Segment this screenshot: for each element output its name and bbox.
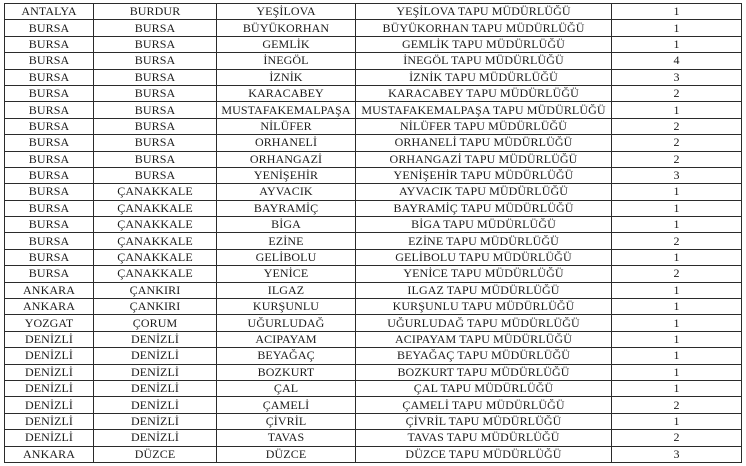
district-cell: GELİBOLU: [217, 249, 356, 265]
table-row: [5, 430, 742, 446]
regional-directorate-cell: ANKARA: [5, 299, 94, 315]
regional-directorate-cell: ANKARA: [5, 282, 94, 298]
regional-directorate-cell: DENİZLİ: [5, 331, 94, 347]
office-name-cell: ORHANELİ TAPU MÜDÜRLÜĞÜ: [356, 135, 612, 151]
table-row: [5, 299, 742, 315]
office-name-cell: ÇAL TAPU MÜDÜRLÜĞÜ: [356, 380, 612, 396]
regional-directorate-cell: BURSA: [5, 200, 94, 216]
land-registry-office-table: [4, 3, 742, 463]
province-cell: ÇORUM: [94, 315, 217, 331]
position-count-cell: 3: [612, 167, 742, 183]
position-count-cell: 1: [612, 4, 742, 20]
regional-directorate-cell: BURSA: [5, 118, 94, 134]
province-cell: ÇANAKKALE: [94, 266, 217, 282]
table-row: [5, 315, 742, 331]
table-row: [5, 380, 742, 396]
province-cell: BURSA: [94, 69, 217, 85]
office-name-cell: ÇAMELİ TAPU MÜDÜRLÜĞÜ: [356, 397, 612, 413]
document-page: [4, 3, 742, 463]
table-row: [5, 397, 742, 413]
district-cell: BOZKURT: [217, 364, 356, 380]
position-count-cell: 1: [612, 20, 742, 36]
province-cell: DENİZLİ: [94, 413, 217, 429]
table-row: [5, 102, 742, 118]
regional-directorate-cell: ANKARA: [5, 446, 94, 462]
table-row: [5, 233, 742, 249]
district-cell: İNEGÖL: [217, 53, 356, 69]
position-count-cell: 1: [612, 315, 742, 331]
table-row: [5, 135, 742, 151]
district-cell: ÇAL: [217, 380, 356, 396]
table-row: [5, 266, 742, 282]
position-count-cell: 1: [612, 249, 742, 265]
district-cell: UĞURLUDAĞ: [217, 315, 356, 331]
district-cell: TAVAS: [217, 430, 356, 446]
regional-directorate-cell: DENİZLİ: [5, 413, 94, 429]
province-cell: DENİZLİ: [94, 331, 217, 347]
province-cell: BURSA: [94, 36, 217, 52]
office-name-cell: KURŞUNLU TAPU MÜDÜRLÜĞÜ: [356, 299, 612, 315]
province-cell: BURSA: [94, 135, 217, 151]
office-name-cell: UĞURLUDAĞ TAPU MÜDÜRLÜĞÜ: [356, 315, 612, 331]
office-name-cell: YEŞİLOVA TAPU MÜDÜRLÜĞÜ: [356, 4, 612, 20]
office-name-cell: İNEGÖL TAPU MÜDÜRLÜĞÜ: [356, 53, 612, 69]
province-cell: ÇANAKKALE: [94, 200, 217, 216]
regional-directorate-cell: BURSA: [5, 53, 94, 69]
district-cell: AYVACIK: [217, 184, 356, 200]
province-cell: DENİZLİ: [94, 397, 217, 413]
regional-directorate-cell: BURSA: [5, 151, 94, 167]
position-count-cell: 1: [612, 413, 742, 429]
regional-directorate-cell: BURSA: [5, 233, 94, 249]
district-cell: GEMLİK: [217, 36, 356, 52]
table-row: [5, 167, 742, 183]
office-name-cell: KARACABEY TAPU MÜDÜRLÜĞÜ: [356, 85, 612, 101]
table-row: [5, 200, 742, 216]
regional-directorate-cell: YOZGAT: [5, 315, 94, 331]
position-count-cell: 1: [612, 380, 742, 396]
office-name-cell: EZİNE TAPU MÜDÜRLÜĞÜ: [356, 233, 612, 249]
province-cell: DÜZCE: [94, 446, 217, 462]
office-name-cell: YENİCE TAPU MÜDÜRLÜĞÜ: [356, 266, 612, 282]
office-name-cell: BAYRAMİÇ TAPU MÜDÜRLÜĞÜ: [356, 200, 612, 216]
office-name-cell: DÜZCE TAPU MÜDÜRLÜĞÜ: [356, 446, 612, 462]
district-cell: BAYRAMİÇ: [217, 200, 356, 216]
table-row: [5, 36, 742, 52]
province-cell: ÇANKIRI: [94, 282, 217, 298]
position-count-cell: 3: [612, 446, 742, 462]
office-name-cell: ILGAZ TAPU MÜDÜRLÜĞÜ: [356, 282, 612, 298]
office-name-cell: MUSTAFAKEMALPAŞA TAPU MÜDÜRLÜĞÜ: [356, 102, 612, 118]
position-count-cell: 4: [612, 53, 742, 69]
table-row: [5, 217, 742, 233]
province-cell: BURSA: [94, 53, 217, 69]
position-count-cell: 2: [612, 233, 742, 249]
province-cell: ÇANAKKALE: [94, 217, 217, 233]
table-row: [5, 151, 742, 167]
table-row: [5, 4, 742, 20]
district-cell: KARACABEY: [217, 85, 356, 101]
province-cell: BURSA: [94, 102, 217, 118]
table-row: [5, 331, 742, 347]
table-row: [5, 364, 742, 380]
district-cell: YENİCE: [217, 266, 356, 282]
position-count-cell: 1: [612, 364, 742, 380]
district-cell: ÇİVRİL: [217, 413, 356, 429]
district-cell: ACIPAYAM: [217, 331, 356, 347]
regional-directorate-cell: BURSA: [5, 102, 94, 118]
office-name-cell: ÇİVRİL TAPU MÜDÜRLÜĞÜ: [356, 413, 612, 429]
office-name-cell: TAVAS TAPU MÜDÜRLÜĞÜ: [356, 430, 612, 446]
table-row: [5, 446, 742, 462]
district-cell: BİGA: [217, 217, 356, 233]
position-count-cell: 1: [612, 282, 742, 298]
district-cell: YEŞİLOVA: [217, 4, 356, 20]
district-cell: ÇAMELİ: [217, 397, 356, 413]
province-cell: DENİZLİ: [94, 380, 217, 396]
position-count-cell: 1: [612, 299, 742, 315]
regional-directorate-cell: BURSA: [5, 69, 94, 85]
office-name-cell: ACIPAYAM TAPU MÜDÜRLÜĞÜ: [356, 331, 612, 347]
position-count-cell: 2: [612, 151, 742, 167]
province-cell: BURSA: [94, 20, 217, 36]
district-cell: BEYAĞAÇ: [217, 348, 356, 364]
province-cell: BURSA: [94, 85, 217, 101]
table-row: [5, 20, 742, 36]
province-cell: DENİZLİ: [94, 364, 217, 380]
regional-directorate-cell: DENİZLİ: [5, 397, 94, 413]
district-cell: ORHANGAZİ: [217, 151, 356, 167]
province-cell: ÇANAKKALE: [94, 249, 217, 265]
district-cell: KURŞUNLU: [217, 299, 356, 315]
district-cell: EZİNE: [217, 233, 356, 249]
province-cell: BURSA: [94, 151, 217, 167]
district-cell: ORHANELİ: [217, 135, 356, 151]
district-cell: İZNİK: [217, 69, 356, 85]
position-count-cell: 2: [612, 430, 742, 446]
position-count-cell: 2: [612, 85, 742, 101]
district-cell: BÜYÜKORHAN: [217, 20, 356, 36]
regional-directorate-cell: BURSA: [5, 20, 94, 36]
province-cell: BURSA: [94, 167, 217, 183]
position-count-cell: 2: [612, 397, 742, 413]
table-row: [5, 249, 742, 265]
office-name-cell: BOZKURT TAPU MÜDÜRLÜĞÜ: [356, 364, 612, 380]
table-row: [5, 85, 742, 101]
office-name-cell: BEYAĞAÇ TAPU MÜDÜRLÜĞÜ: [356, 348, 612, 364]
position-count-cell: 3: [612, 69, 742, 85]
table-row: [5, 282, 742, 298]
table-row: [5, 53, 742, 69]
position-count-cell: 1: [612, 331, 742, 347]
province-cell: BURDUR: [94, 4, 217, 20]
office-name-cell: İZNİK TAPU MÜDÜRLÜĞÜ: [356, 69, 612, 85]
office-name-cell: BİGA TAPU MÜDÜRLÜĞÜ: [356, 217, 612, 233]
position-count-cell: 2: [612, 118, 742, 134]
regional-directorate-cell: BURSA: [5, 184, 94, 200]
regional-directorate-cell: BURSA: [5, 36, 94, 52]
district-cell: MUSTAFAKEMALPAŞA: [217, 102, 356, 118]
regional-directorate-cell: DENİZLİ: [5, 364, 94, 380]
district-cell: NİLÜFER: [217, 118, 356, 134]
province-cell: ÇANAKKALE: [94, 233, 217, 249]
regional-directorate-cell: BURSA: [5, 266, 94, 282]
regional-directorate-cell: BURSA: [5, 249, 94, 265]
office-name-cell: NİLÜFER TAPU MÜDÜRLÜĞÜ: [356, 118, 612, 134]
province-cell: ÇANAKKALE: [94, 184, 217, 200]
table-row: [5, 413, 742, 429]
office-name-cell: GEMLİK TAPU MÜDÜRLÜĞÜ: [356, 36, 612, 52]
district-cell: ILGAZ: [217, 282, 356, 298]
province-cell: DENİZLİ: [94, 348, 217, 364]
position-count-cell: 1: [612, 102, 742, 118]
office-name-cell: BÜYÜKORHAN TAPU MÜDÜRLÜĞÜ: [356, 20, 612, 36]
regional-directorate-cell: ANTALYA: [5, 4, 94, 20]
district-cell: YENİŞEHİR: [217, 167, 356, 183]
position-count-cell: 1: [612, 36, 742, 52]
position-count-cell: 1: [612, 184, 742, 200]
table-row: [5, 118, 742, 134]
regional-directorate-cell: DENİZLİ: [5, 348, 94, 364]
district-cell: DÜZCE: [217, 446, 356, 462]
office-name-cell: YENİŞEHİR TAPU MÜDÜRLÜĞÜ: [356, 167, 612, 183]
province-cell: ÇANKIRI: [94, 299, 217, 315]
regional-directorate-cell: BURSA: [5, 85, 94, 101]
province-cell: DENİZLİ: [94, 430, 217, 446]
table-row: [5, 184, 742, 200]
position-count-cell: 1: [612, 200, 742, 216]
table-row: [5, 69, 742, 85]
office-name-cell: AYVACIK TAPU MÜDÜRLÜĞÜ: [356, 184, 612, 200]
province-cell: BURSA: [94, 118, 217, 134]
position-count-cell: 2: [612, 135, 742, 151]
position-count-cell: 2: [612, 266, 742, 282]
table-row: [5, 348, 742, 364]
position-count-cell: 1: [612, 217, 742, 233]
regional-directorate-cell: BURSA: [5, 135, 94, 151]
office-name-cell: ORHANGAZİ TAPU MÜDÜRLÜĞÜ: [356, 151, 612, 167]
table-body: [5, 4, 742, 463]
regional-directorate-cell: BURSA: [5, 217, 94, 233]
regional-directorate-cell: DENİZLİ: [5, 430, 94, 446]
regional-directorate-cell: BURSA: [5, 167, 94, 183]
office-name-cell: GELİBOLU TAPU MÜDÜRLÜĞÜ: [356, 249, 612, 265]
regional-directorate-cell: DENİZLİ: [5, 380, 94, 396]
position-count-cell: 1: [612, 348, 742, 364]
